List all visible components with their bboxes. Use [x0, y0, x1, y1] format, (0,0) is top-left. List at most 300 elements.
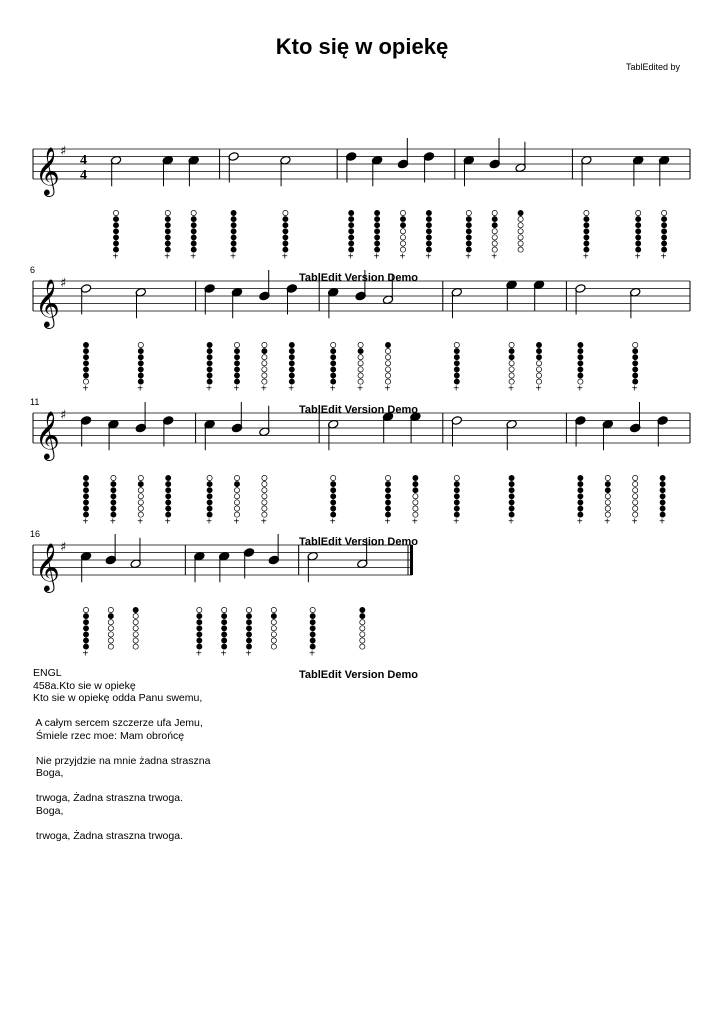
- open-hole: [466, 210, 471, 215]
- plus-marker: +: [137, 383, 144, 395]
- closed-hole: [83, 626, 88, 631]
- open-hole: [138, 488, 143, 493]
- closed-hole: [331, 355, 336, 360]
- closed-hole: [605, 488, 610, 493]
- closed-hole: [375, 210, 380, 215]
- closed-hole: [331, 367, 336, 372]
- closed-hole: [289, 342, 294, 347]
- closed-hole: [207, 494, 212, 499]
- closed-hole: [271, 614, 276, 619]
- closed-hole: [454, 506, 459, 511]
- closed-hole: [83, 349, 88, 354]
- closed-hole: [113, 235, 118, 240]
- closed-hole: [234, 367, 239, 372]
- note: [630, 287, 641, 318]
- plus-marker: +: [112, 251, 119, 263]
- note: [489, 138, 500, 169]
- plus-marker: +: [453, 516, 460, 528]
- closed-hole: [509, 494, 514, 499]
- fingering-chart: [374, 210, 380, 262]
- closed-hole: [375, 223, 380, 228]
- closed-hole: [578, 373, 583, 378]
- closed-hole: [375, 217, 380, 222]
- note: [533, 280, 544, 311]
- plus-marker: +: [384, 383, 391, 395]
- closed-hole: [283, 235, 288, 240]
- open-hole: [360, 620, 365, 625]
- open-hole: [360, 632, 365, 637]
- closed-hole: [222, 614, 227, 619]
- closed-hole: [222, 632, 227, 637]
- closed-hole: [358, 349, 363, 354]
- plus-marker: +: [206, 383, 212, 395]
- closed-hole: [165, 217, 170, 222]
- note: [135, 287, 146, 318]
- closed-hole: [207, 500, 212, 505]
- open-hole: [111, 475, 116, 480]
- fingering-chart: [83, 607, 89, 659]
- closed-hole: [231, 223, 236, 228]
- closed-hole: [331, 349, 336, 354]
- note: [658, 155, 669, 186]
- treble-clef: 𝄞: [35, 146, 60, 195]
- open-hole: [133, 638, 138, 643]
- plus-marker: +: [347, 251, 354, 263]
- open-hole: [234, 342, 239, 347]
- closed-hole: [636, 241, 641, 246]
- closed-hole: [466, 217, 471, 222]
- lyrics-line: [33, 705, 210, 718]
- open-hole: [518, 235, 523, 240]
- closed-hole: [426, 241, 431, 246]
- fingering-chart: [659, 475, 665, 527]
- closed-hole: [518, 210, 523, 215]
- open-hole: [509, 367, 514, 372]
- closed-hole: [492, 223, 497, 228]
- closed-hole: [331, 500, 336, 505]
- closed-hole: [578, 367, 583, 372]
- closed-hole: [633, 367, 638, 372]
- closed-hole: [138, 355, 143, 360]
- open-hole: [271, 620, 276, 625]
- fingering-chart: [412, 475, 418, 527]
- page-title: Kto się w opiekę: [275, 34, 449, 59]
- open-hole: [191, 210, 196, 215]
- closed-hole: [166, 488, 171, 493]
- closed-hole: [633, 373, 638, 378]
- fingering-chart: [330, 342, 336, 394]
- open-hole: [492, 210, 497, 215]
- open-hole: [454, 475, 459, 480]
- note: [657, 416, 668, 447]
- open-hole: [509, 373, 514, 378]
- closed-hole: [349, 210, 354, 215]
- treble-clef: 𝄞: [35, 410, 60, 459]
- note: [286, 284, 297, 315]
- open-hole: [262, 475, 267, 480]
- plus-marker: +: [465, 251, 472, 263]
- closed-hole: [165, 229, 170, 234]
- lyrics-line: Nie przyjdzie na mnie żadna straszna: [33, 754, 211, 767]
- open-hole: [133, 632, 138, 637]
- note: [80, 284, 91, 315]
- open-hole: [222, 607, 227, 612]
- lyrics-line: trwoga, Żadna straszna trwoga.: [33, 792, 183, 804]
- fingering-chart: [453, 342, 459, 394]
- closed-hole: [166, 500, 171, 505]
- open-hole: [358, 361, 363, 366]
- closed-hole: [310, 620, 315, 625]
- open-hole: [400, 241, 405, 246]
- lyrics-line: trwoga, Żadna straszna trwoga.: [33, 829, 183, 842]
- closed-hole: [191, 229, 196, 234]
- open-hole: [108, 638, 113, 643]
- open-hole: [633, 475, 638, 480]
- open-hole: [108, 626, 113, 631]
- plus-marker: +: [233, 516, 240, 528]
- note: [463, 155, 474, 186]
- fingering-chart: [425, 210, 431, 262]
- key-signature-sharp: ♯: [60, 276, 67, 291]
- closed-hole: [111, 494, 116, 499]
- closed-hole: [466, 235, 471, 240]
- plus-marker: +: [309, 648, 316, 660]
- fingering-chart: [271, 607, 276, 649]
- closed-hole: [633, 349, 638, 354]
- closed-hole: [246, 638, 251, 643]
- open-hole: [207, 475, 212, 480]
- open-hole: [605, 475, 610, 480]
- closed-hole: [454, 488, 459, 493]
- open-hole: [283, 210, 288, 215]
- closed-hole: [385, 342, 390, 347]
- closed-hole: [400, 217, 405, 222]
- closed-hole: [166, 482, 171, 487]
- closed-hole: [633, 355, 638, 360]
- closed-hole: [165, 235, 170, 240]
- closed-hole: [289, 355, 294, 360]
- closed-hole: [578, 482, 583, 487]
- open-hole: [234, 475, 239, 480]
- plus-marker: +: [109, 516, 116, 528]
- closed-hole: [636, 229, 641, 234]
- plus-marker: +: [137, 516, 144, 528]
- closed-hole: [636, 217, 641, 222]
- closed-hole: [426, 217, 431, 222]
- note: [575, 416, 586, 447]
- plus-marker: +: [206, 516, 212, 528]
- closed-hole: [584, 235, 589, 240]
- open-hole: [413, 506, 418, 511]
- note: [423, 152, 434, 183]
- note: [105, 534, 116, 565]
- open-hole: [518, 247, 523, 252]
- measure-number: 6: [30, 265, 36, 275]
- closed-hole: [578, 500, 583, 505]
- closed-hole: [207, 482, 212, 487]
- note: [268, 534, 279, 565]
- fingering-chart: [206, 342, 212, 394]
- plus-marker: +: [245, 648, 252, 660]
- closed-hole: [83, 367, 88, 372]
- closed-hole: [231, 210, 236, 215]
- lyrics-line: ENGL: [33, 667, 62, 679]
- open-hole: [271, 632, 276, 637]
- open-hole: [262, 482, 267, 487]
- closed-hole: [413, 482, 418, 487]
- plus-marker: +: [453, 383, 460, 395]
- closed-hole: [349, 229, 354, 234]
- closed-hole: [234, 355, 239, 360]
- closed-hole: [222, 620, 227, 625]
- closed-hole: [234, 349, 239, 354]
- note: [630, 402, 641, 433]
- closed-hole: [636, 223, 641, 228]
- open-hole: [360, 638, 365, 643]
- open-hole: [633, 488, 638, 493]
- closed-hole: [375, 229, 380, 234]
- closed-hole: [207, 367, 212, 372]
- closed-hole: [584, 217, 589, 222]
- closed-hole: [454, 361, 459, 366]
- fingering-chart: [465, 210, 471, 262]
- lyrics-line: 458a.Kto sie w opiekę: [33, 679, 136, 692]
- open-hole: [518, 217, 523, 222]
- closed-hole: [633, 361, 638, 366]
- treble-clef: 𝄞: [35, 542, 60, 591]
- fingering-chart: [261, 342, 267, 394]
- plus-marker: +: [576, 516, 583, 528]
- closed-hole: [191, 217, 196, 222]
- closed-hole: [207, 349, 212, 354]
- open-hole: [138, 475, 143, 480]
- closed-hole: [289, 349, 294, 354]
- closed-hole: [166, 475, 171, 480]
- fingering-chart: [164, 210, 170, 262]
- measure-number: 11: [30, 397, 40, 407]
- closed-hole: [578, 342, 583, 347]
- fingering-chart: [357, 342, 363, 394]
- closed-hole: [83, 475, 88, 480]
- plus-marker: +: [281, 251, 288, 263]
- measure-number: 16: [30, 529, 41, 539]
- closed-hole: [509, 349, 514, 354]
- open-hole: [108, 607, 113, 612]
- fingering-chart: [83, 475, 89, 527]
- fingering-chart: [83, 342, 89, 394]
- closed-hole: [83, 482, 88, 487]
- demo-watermark: TablEdit Version Demo: [299, 272, 418, 284]
- closed-hole: [83, 488, 88, 493]
- plus-marker: +: [508, 383, 514, 395]
- open-hole: [234, 506, 239, 511]
- note: [451, 416, 462, 447]
- fingering-chart: [400, 210, 406, 262]
- open-hole: [271, 607, 276, 612]
- plus-marker: +: [373, 251, 380, 263]
- open-hole: [83, 607, 88, 612]
- closed-hole: [111, 482, 116, 487]
- closed-hole: [207, 373, 212, 378]
- fingering-chart: [234, 342, 240, 394]
- closed-hole: [466, 229, 471, 234]
- closed-hole: [492, 217, 497, 222]
- credit-text: TablEdited by: [626, 62, 681, 72]
- fingering-chart: [246, 607, 252, 659]
- note: [243, 548, 254, 579]
- open-hole: [454, 342, 459, 347]
- open-hole: [385, 361, 390, 366]
- closed-hole: [310, 638, 315, 643]
- open-hole: [262, 500, 267, 505]
- closed-hole: [584, 229, 589, 234]
- closed-hole: [234, 373, 239, 378]
- closed-hole: [454, 367, 459, 372]
- fingering-chart: [206, 475, 212, 527]
- open-hole: [536, 367, 541, 372]
- closed-hole: [660, 494, 665, 499]
- closed-hole: [636, 235, 641, 240]
- open-hole: [518, 241, 523, 246]
- closed-hole: [207, 488, 212, 493]
- closed-hole: [207, 355, 212, 360]
- closed-hole: [413, 488, 418, 493]
- closed-hole: [426, 235, 431, 240]
- note: [328, 287, 339, 318]
- plus-marker: +: [260, 516, 267, 528]
- note: [451, 287, 462, 318]
- note: [108, 419, 119, 450]
- closed-hole: [83, 361, 88, 366]
- open-hole: [358, 373, 363, 378]
- lyrics-line: [33, 817, 210, 830]
- open-hole: [605, 500, 610, 505]
- note: [307, 551, 318, 582]
- closed-hole: [222, 626, 227, 631]
- closed-hole: [331, 488, 336, 493]
- plus-marker: +: [582, 251, 589, 263]
- closed-hole: [83, 638, 88, 643]
- plus-marker: +: [399, 251, 406, 263]
- note: [204, 419, 215, 450]
- closed-hole: [246, 632, 251, 637]
- fingering-chart: [632, 342, 638, 394]
- note: [259, 270, 270, 301]
- note: [194, 551, 205, 582]
- closed-hole: [385, 494, 390, 499]
- open-hole: [633, 500, 638, 505]
- key-signature-sharp: ♯: [60, 540, 67, 555]
- open-hole: [492, 235, 497, 240]
- open-hole: [197, 607, 202, 612]
- note: [581, 155, 592, 186]
- plus-marker: +: [190, 251, 197, 263]
- closed-hole: [289, 361, 294, 366]
- closed-hole: [331, 506, 336, 511]
- closed-hole: [231, 229, 236, 234]
- closed-hole: [289, 373, 294, 378]
- fingering-chart: [309, 607, 315, 659]
- note: [188, 155, 199, 186]
- closed-hole: [310, 626, 315, 631]
- open-hole: [138, 494, 143, 499]
- closed-hole: [166, 494, 171, 499]
- note: [346, 152, 357, 183]
- fingering-chart: [518, 210, 523, 252]
- open-hole: [271, 638, 276, 643]
- closed-hole: [578, 488, 583, 493]
- open-hole: [138, 500, 143, 505]
- closed-hole: [113, 223, 118, 228]
- open-hole: [246, 607, 251, 612]
- plus-marker: +: [260, 383, 267, 395]
- open-hole: [636, 210, 641, 215]
- note: [633, 155, 644, 186]
- open-hole: [385, 355, 390, 360]
- note: [204, 284, 215, 315]
- open-hole: [385, 367, 390, 372]
- plus-marker: +: [164, 516, 171, 528]
- note: [130, 538, 141, 569]
- closed-hole: [454, 500, 459, 505]
- closed-hole: [197, 632, 202, 637]
- note: [371, 155, 382, 186]
- key-signature-sharp: ♯: [60, 408, 67, 423]
- open-hole: [492, 241, 497, 246]
- note: [410, 412, 421, 443]
- closed-hole: [289, 367, 294, 372]
- closed-hole: [197, 638, 202, 643]
- closed-hole: [660, 506, 665, 511]
- closed-hole: [426, 223, 431, 228]
- open-hole: [633, 494, 638, 499]
- closed-hole: [138, 349, 143, 354]
- closed-hole: [166, 506, 171, 511]
- closed-hole: [660, 488, 665, 493]
- note: [228, 152, 239, 183]
- fingering-chart: [137, 342, 143, 394]
- fingering-chart: [330, 475, 336, 527]
- fingering-chart: [234, 475, 240, 527]
- closed-hole: [454, 355, 459, 360]
- plus-marker: +: [604, 516, 611, 528]
- closed-hole: [578, 361, 583, 366]
- lyrics-line: Boga,: [33, 767, 64, 779]
- fingering-chart: [230, 210, 236, 262]
- closed-hole: [454, 373, 459, 378]
- demo-watermark: TablEdit Version Demo: [299, 669, 418, 681]
- open-hole: [518, 229, 523, 234]
- fingering-chart: [604, 475, 610, 527]
- open-hole: [385, 475, 390, 480]
- open-hole: [633, 506, 638, 511]
- closed-hole: [138, 361, 143, 366]
- note: [135, 402, 146, 433]
- note: [506, 280, 517, 311]
- closed-hole: [331, 482, 336, 487]
- plus-marker: +: [82, 383, 89, 395]
- closed-hole: [509, 355, 514, 360]
- lyrics-line: Śmiele rzec moe: Mam obrońcę: [33, 729, 185, 742]
- closed-hole: [108, 614, 113, 619]
- note: [80, 551, 91, 582]
- note: [280, 155, 291, 186]
- demo-watermark: TablEdit Version Demo: [299, 404, 418, 416]
- closed-hole: [113, 229, 118, 234]
- closed-hole: [375, 235, 380, 240]
- closed-hole: [584, 241, 589, 246]
- fingering-chart: [491, 210, 497, 262]
